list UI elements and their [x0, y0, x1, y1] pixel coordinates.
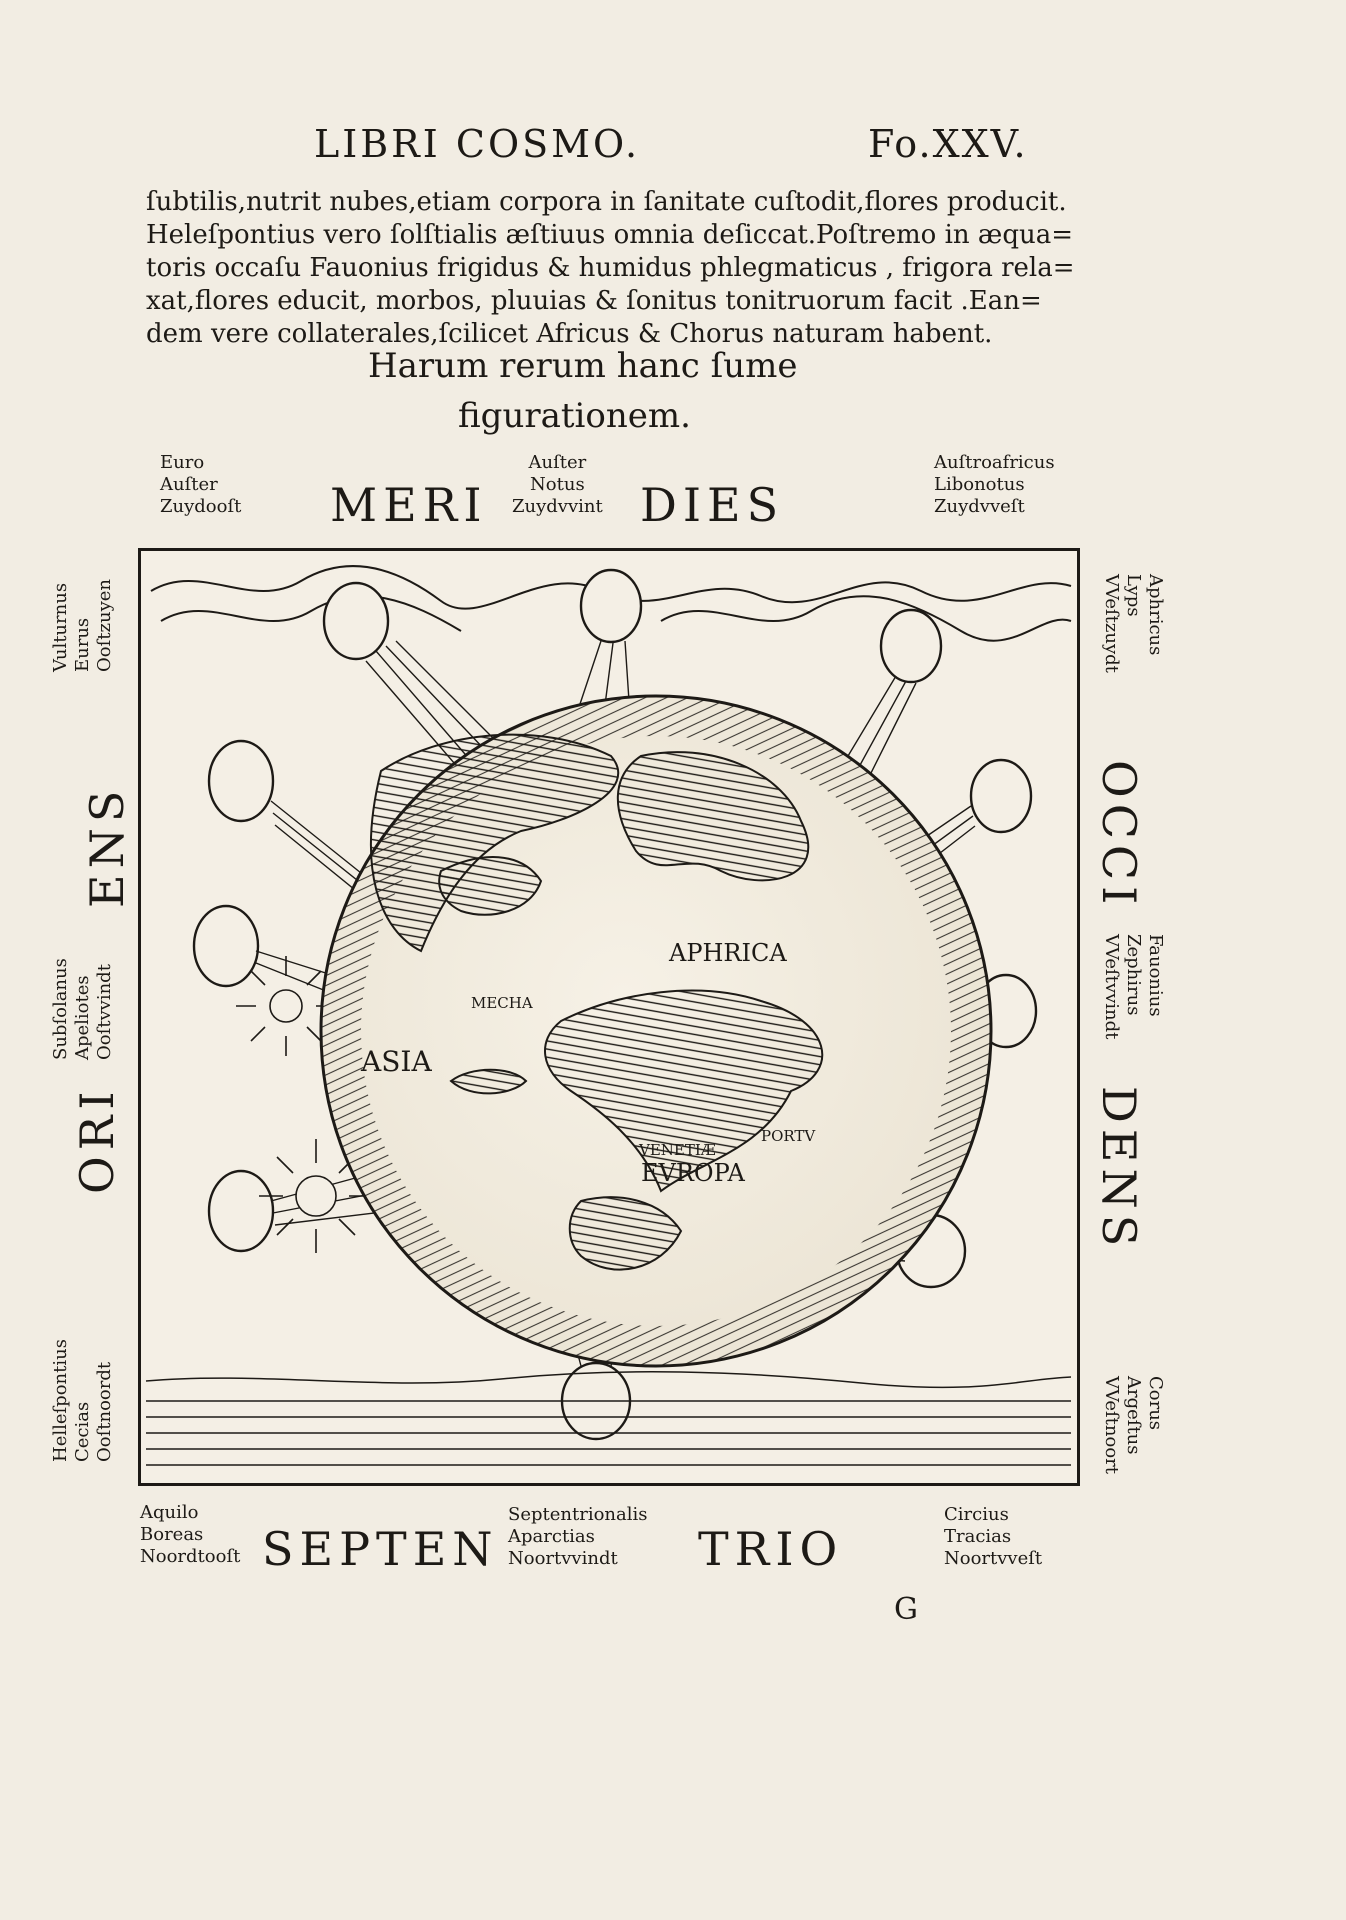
wind-label-bottom-right: Circius Tracias Noortvveſt	[944, 1504, 1043, 1569]
wind-label-right-bottom: Corus Argeſtus VVeſtnoort	[1101, 1376, 1166, 1474]
wind-head-icon	[324, 583, 388, 659]
map-label-portu: PORTV	[761, 1127, 816, 1145]
wind-head-icon	[194, 906, 258, 986]
running-head: LIBRI COSMO.	[314, 122, 641, 166]
body-paragraph	[146, 186, 1075, 351]
folio-number: Fo.XXV.	[868, 122, 1028, 166]
map-label-venetie: VENETIÆ	[639, 1141, 716, 1159]
figure-caption-line-2: figurationem.	[458, 396, 691, 436]
body-line: ſubtilis,nutrit nubes,etiam corpora in ſanitate cuſtodit,flores producit.	[146, 187, 1067, 217]
wind-label-bottom-left: Aquilo Boreas Noordtooſt	[140, 1502, 241, 1567]
woodcut-wind-map	[138, 548, 1080, 1486]
cardinal-occi: OCCI	[1092, 760, 1146, 911]
cardinal-septen: SEPTEN	[262, 1522, 499, 1576]
cardinal-dies: DIES	[640, 478, 785, 532]
wind-head-icon	[209, 741, 273, 821]
signature-mark: G	[894, 1592, 918, 1627]
body-line: toris occaſu Fauonius frigidus & humidus phlegmaticus , frigora rela=	[146, 253, 1075, 283]
wind-label-right-middle: Fauonius Zephirus VVeſtvvindt	[1101, 934, 1166, 1040]
wind-label-top-center: Auſter Notus Zuydvvint	[512, 452, 603, 517]
wind-head-icon	[881, 610, 941, 682]
sun-icon	[296, 1176, 336, 1216]
cardinal-dens: DENS	[1092, 1086, 1146, 1253]
cardinal-trio: TRIO	[698, 1522, 844, 1576]
body-line: dem vere collaterales,ſcilicet Africus & Chorus naturam habent.	[146, 319, 993, 349]
body-line: xat,flores educit, morbos, pluuias & ſonitus tonitruorum facit .Ean=	[146, 286, 1042, 316]
map-label-mecha: MECHA	[471, 994, 533, 1012]
cardinal-meri: MERI	[330, 478, 488, 532]
woodcut-drawing	[141, 551, 1077, 1483]
wind-head-icon	[581, 570, 641, 642]
wind-label-left-middle: Subſolanus Apeliotes Ooſtvvindt	[50, 958, 115, 1060]
map-label-aphrica: APHRICA	[669, 939, 787, 967]
wind-label-top-left: Euro Auſter Zuydooſt	[160, 452, 242, 517]
wind-label-bottom-center: Septentrionalis Aparctias Noortvvindt	[508, 1504, 648, 1569]
globe	[321, 696, 991, 1366]
map-label-europa: EVROPA	[641, 1159, 745, 1187]
wind-label-top-right: Auſtroafricus Libonotus Zuydvveſt	[934, 452, 1055, 517]
wind-label-left-top: Vulturnus Eurus Ooſtzuyen	[50, 579, 115, 672]
figure-caption-line-1: Harum rerum hanc ſume	[368, 346, 798, 386]
map-label-asia: ASIA	[361, 1045, 432, 1078]
wind-head-icon	[971, 760, 1031, 832]
cardinal-ori: ORI	[70, 1085, 124, 1194]
wind-head-icon	[209, 1171, 273, 1251]
wind-label-left-bottom: Helleſpontius Cecias Ooſtnoordt	[50, 1339, 115, 1462]
wind-label-right-top: Aphricus Lyps VVeſtzuydt	[1101, 574, 1166, 673]
cardinal-ens: ENS	[80, 784, 134, 908]
sun-icon	[270, 990, 302, 1022]
body-line: Heleſpontius vero ſolſtialis æſtiuus omnia deſiccat.Poſtremo in æqua=	[146, 220, 1074, 250]
